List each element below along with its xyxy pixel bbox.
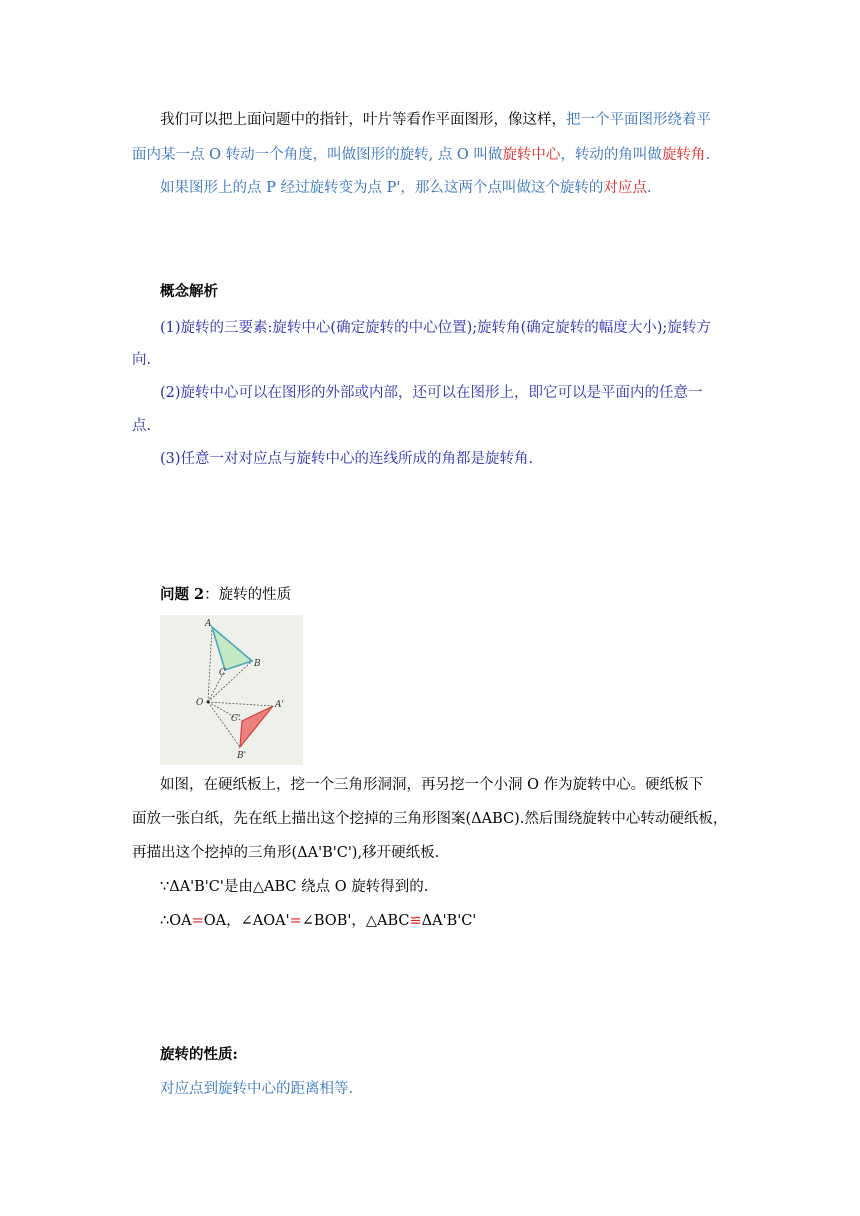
- triangle-ABC: [212, 627, 252, 670]
- term-rotation-center: 旋转中心: [502, 147, 561, 163]
- intro-line-2: [132, 145, 710, 165]
- definition-text: .: [705, 147, 711, 163]
- label-A: A: [205, 619, 212, 629]
- problem2-desc-2: 面放一张白纸，先在纸上描出这个挖掉的三角形图案(ΔABC).然后围绕旋转中心转动硬纸板，: [132, 811, 728, 827]
- problem2-subtitle: ：旋转的性质: [204, 587, 292, 603]
- equals-sign: =: [289, 913, 302, 929]
- label-C: C: [219, 668, 226, 678]
- triangle-A1B1C1: [240, 706, 273, 747]
- therefore-part-a: ∴OA: [160, 913, 192, 929]
- label-O: O: [196, 698, 204, 708]
- term-rotation-angle: 旋转角: [661, 147, 706, 163]
- concept-item-1-cont: 向.: [132, 352, 152, 368]
- definition-text: 把一个平面图形绕着平: [566, 112, 711, 128]
- problem2-desc-1: 如图，在硬纸板上，挖一个三角形洞洞，再另挖一个小洞 O 作为旋转中心。硬纸板下: [160, 777, 704, 793]
- definition-text: ，转动的角叫做: [560, 147, 662, 163]
- definition-text: 面内某一点 O 转动一个角度，叫做图形的旋转, 点 O 叫做: [132, 147, 503, 163]
- equals-sign: =: [191, 913, 204, 929]
- point-O: [207, 701, 210, 704]
- therefore-part-d: ΔA'B'C': [421, 913, 477, 929]
- concept-title: 概念解析: [160, 283, 218, 300]
- therefore-statement: [160, 911, 476, 931]
- intro-line-3: [160, 178, 651, 198]
- problem2-title: [160, 585, 291, 605]
- problem2-label: 问题 2: [160, 586, 205, 603]
- ray-OA: [208, 627, 212, 702]
- ray-OA1: [208, 702, 273, 706]
- label-B: B: [254, 659, 261, 669]
- label-A-prime: A': [275, 700, 284, 710]
- ray-OB1: [208, 702, 240, 747]
- rotation-figure: [160, 615, 303, 765]
- definition-text: 如果图形上的点 P 经过旋转变为点 P'，那么这两个点叫做这个旋转的: [160, 180, 604, 196]
- therefore-part-c: ∠BOB'，△ABC: [301, 913, 410, 929]
- therefore-part-b: OA，∠AOA': [203, 913, 290, 929]
- term-corresponding-point: 对应点: [603, 180, 647, 196]
- label-B-prime: B': [237, 751, 247, 761]
- property-text: 对应点到旋转中心的距离相等.: [160, 1081, 354, 1097]
- because-statement: ∵ΔA'B'C'是由△ABC 绕点 O 旋转得到的.: [160, 879, 429, 895]
- label-C-prime: C': [231, 714, 241, 724]
- concept-item-2-cont: 点.: [132, 418, 152, 434]
- concept-item-1: (1)旋转的三要素:旋转中心(确定旋转的中心位置);旋转角(确定旋转的幅度大小);旋转方: [160, 320, 711, 336]
- concept-item-2: (2)旋转中心可以在图形的外部或内部，还可以在图形上，即它可以是平面内的任意一: [160, 385, 703, 401]
- problem2-desc-3: 再描出这个挖掉的三角形(ΔA'B'C'),移开硬纸板.: [132, 845, 440, 861]
- concept-item-3: (3)任意一对对应点与旋转中心的连线所成的角都是旋转角.: [160, 451, 534, 467]
- congruent-sign: ≌: [409, 913, 422, 929]
- intro-text: 我们可以把上面问题中的指针，叶片等看作平面图形，像这样，: [160, 112, 566, 128]
- definition-text: .: [646, 180, 652, 196]
- intro-line-1: [160, 110, 711, 130]
- rotation-diagram: [160, 615, 303, 765]
- property-title: 旋转的性质:: [160, 1046, 238, 1063]
